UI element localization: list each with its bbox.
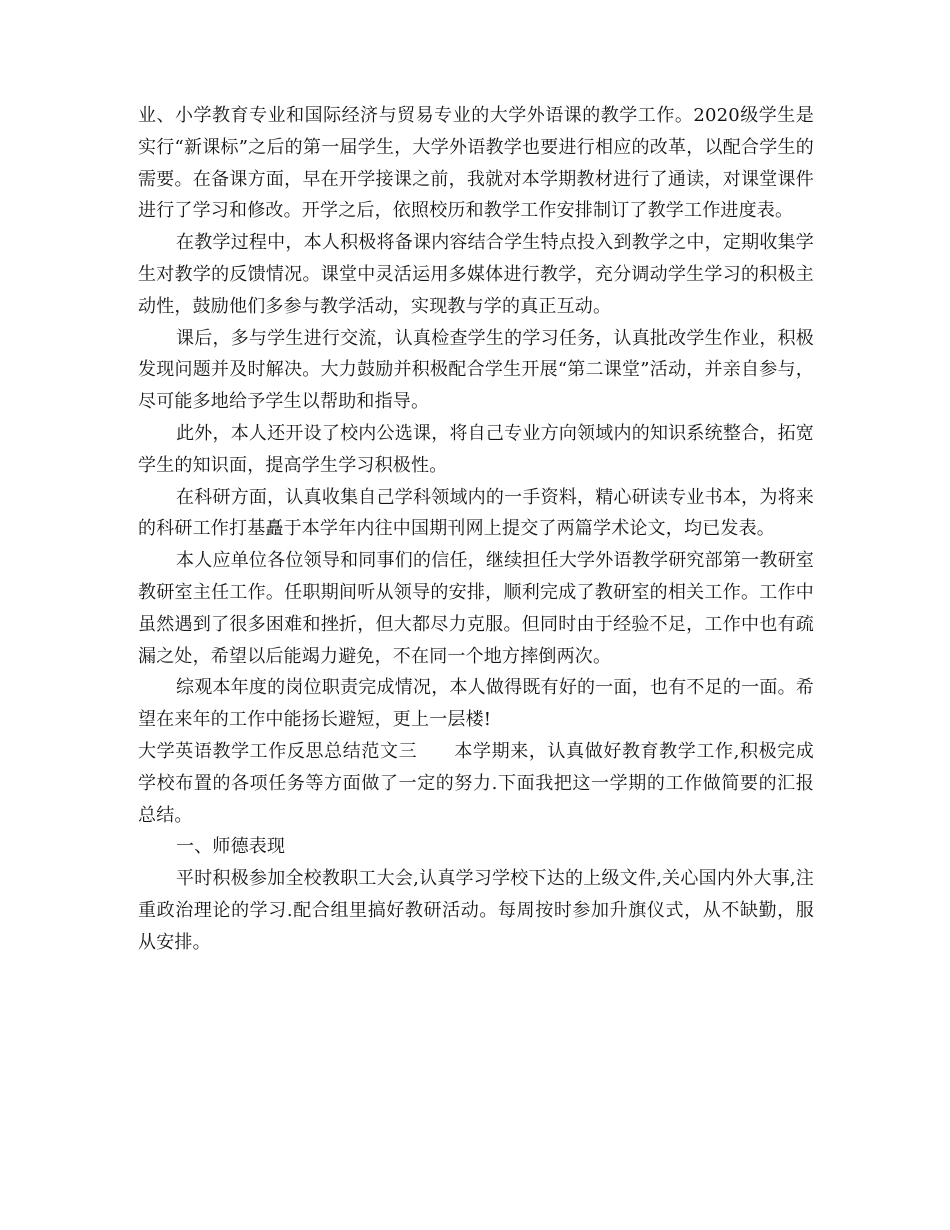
- paragraph-ethics: 平时积极参加全校教职工大会,认真学习学校下达的上级文件,关心国内外大事,注重政治理论的学习.配合组里搞好教研活动。每周按时参加升旗仪式，从不缺勤，服从安排。: [138, 868, 814, 953]
- section-title-sample-three: 大学英语教学工作反思总结范文三 本学期来，认真做好教育教学工作,积极完成学校布置的各项任务等方面做了一定的努力.下面我把这一学期的工作做简要的汇报总结。: [138, 740, 814, 826]
- paragraph-year-summary: 综观本年度的岗位职责完成情况，本人做得既有好的一面，也有不足的一面。希望在来年的工作中能扬长避短，更上一层楼!: [138, 677, 814, 731]
- section-heading-ethics: 一、师德表现: [176, 836, 286, 858]
- paragraph-elective-course: 此外，本人还开设了校内公选课，将自己专业方向领域内的知识系统整合，拓宽学生的知识面，提高学生学习积极性。: [138, 422, 814, 476]
- document-body: [138, 100, 814, 959]
- paragraph-teaching-process: 在教学过程中，本人积极将备课内容结合学生特点投入到教学之中，定期收集学生对教学的反馈情况。课堂中灵活运用多媒体进行教学，充分调动学生学习的积极主动性，鼓励他们多参与教学活动，实现教与学的真正互动。: [138, 232, 814, 317]
- paragraph-research: 在科研方面，认真收集自己学科领域内的一手资料，精心研读专业书本，为将来的科研工作打基矗于本学年内往中国期刊网上提交了两篇学术论文，均已发表。: [138, 486, 814, 540]
- paragraph-after-class: 课后，多与学生进行交流，认真检查学生的学习任务，认真批改学生作业，积极发现问题并及时解决。大力鼓励并积极配合学生开展“第二课堂”活动，并亲自参与，尽可能多地给予学生以帮助和指导。: [138, 327, 814, 413]
- paragraph-continued-intro: 业、小学教育专业和国际经济与贸易专业的大学外语课的教学工作。2020级学生是实行“新课标”之后的第一届学生，大学外语教学也要进行相应的改革，以配合学生的需要。在备课方面，早在开学接课之前，我就对本学期教材进行了通读，对课堂课件进行了学习和修改。开学之后，依照校历和教学工作安排制订了教学工作进度表。: [138, 105, 814, 222]
- paragraph-office-work: 本人应单位各位领导和同事们的信任，继续担任大学外语教学研究部第一教研室教研室主任工作。任职期间听从领导的安排，顺利完成了教研室的相关工作。工作中虽然遇到了很多困难和挫折，但大都尽力克服。但同时由于经验不足，工作中也有疏漏之处，希望以后能竭力避免，不在同一个地方摔倒两次。: [138, 550, 814, 667]
